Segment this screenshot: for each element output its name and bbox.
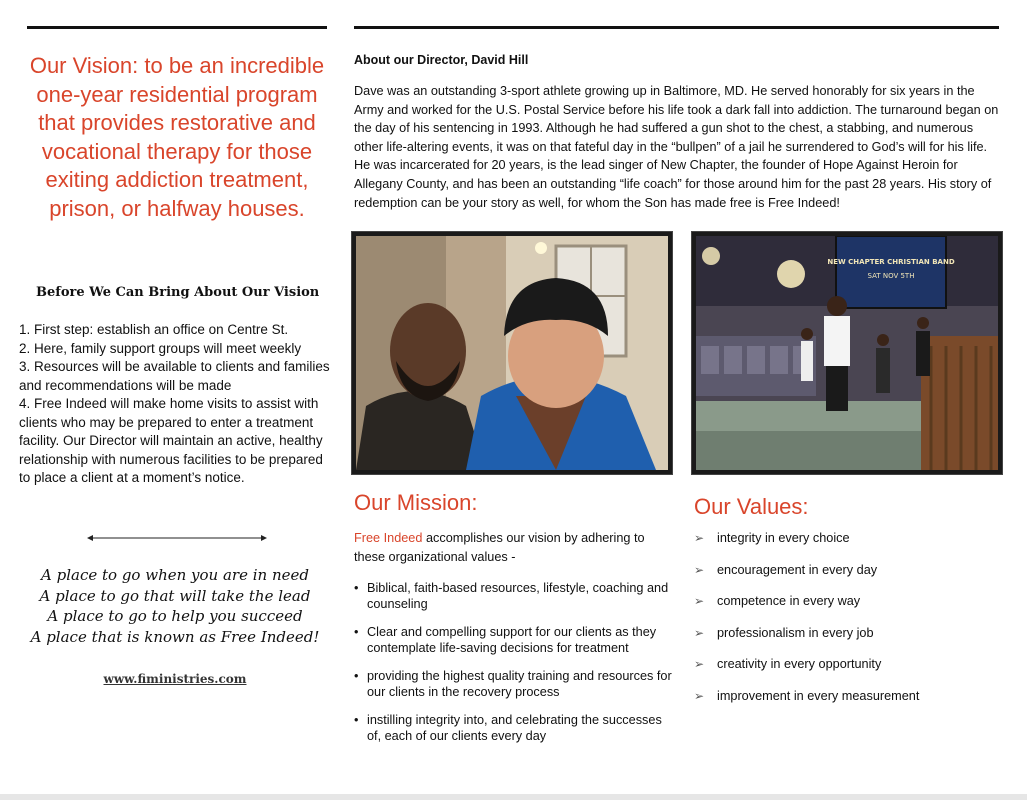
vision-statement: Our Vision: to be an incredible one-year residential program that provides restorative and vocational therapy for those exiting addiction treatment, prison, or halfway houses. [29,53,325,221]
mission-item: • Clear and compelling support for our clients as they contemplate life-saving decisions for treatment [354,625,674,656]
selfie-illustration [356,236,668,470]
right-top-rule [354,26,999,29]
values-list [694,531,994,721]
value-item [694,657,994,689]
double-arrow-divider [87,533,267,543]
poem-line: A place to go to help you succeed [47,607,303,625]
poem-line: A place to go when you are in need [41,566,309,584]
stage-illustration [696,236,998,470]
mission-intro [354,529,664,567]
value-item [694,626,994,658]
poem-line: A place that is known as Free Indeed! [30,627,320,646]
director-heading: About our Director, David Hill [354,53,529,67]
value-item [694,531,994,563]
value-text: encouragement in every day [717,562,878,577]
arrow-bullet-icon: ➢ [694,657,705,672]
arrow-bullet-icon: ➢ [694,625,705,640]
mission-item: • providing the highest quality training and resources for our clients in the recovery process [354,669,674,700]
arrow-bullet-icon: ➢ [694,562,705,577]
website-link[interactable]: www.fiministries.com [103,672,247,686]
step-item: 1. First step: establish an office on Centre St. [19,322,289,337]
mission-item: • instilling integrity into, and celebrating the successes of, each of our clients every day [354,713,674,744]
value-text: integrity in every choice [717,531,850,545]
arrow-bullet-icon: ➢ [694,531,705,545]
mission-list [354,581,674,757]
director-selfie-photo [352,232,672,474]
screen-text: NEW CHAPTER CHRISTIAN BAND [827,258,955,266]
screen-text: SAT NOV 5TH [867,272,915,280]
mission-heading: Our Mission: [354,490,478,515]
arrow-bullet-icon: ➢ [694,594,705,609]
value-text: competence in every way [717,594,861,609]
value-text: creativity in every opportunity [717,657,882,672]
left-top-rule [27,26,327,29]
arrow-bullet-icon: ➢ [694,688,705,703]
value-item [694,594,994,626]
bottom-bar [0,794,1027,800]
value-text: improvement in every measurement [717,688,920,703]
mission-item: • Biblical, faith-based resources, lifestyle, coaching and counseling [354,581,674,612]
director-bio: Dave was an outstanding 3-sport athlete growing up in Baltimore, MD. He served honorably for six years in the Army and worked for the U.S. Postal Service before his life took a dark fall into addiction. The turnaround began on the day of his sentencing in 1993. Although he had suffered a gun shot to the chest, a stabbing, and numerous other life-altering events, it was on that fateful day in the “bullpen” of a jail he surrendered to God’s will for his life. He was incarcerated for 20 years, is the lead singer of New Chapter, the founder of Hope Against Heroin for Allegany County, and has been an outstanding “life coach” for those around him for the past 28 years. His story of redemption can be your story as well, for whom the Son has made free is Free Indeed! [354,84,999,210]
mission-intro-accent: Free Indeed [354,531,423,545]
band-stage-photo [692,232,1002,474]
value-item [694,563,994,595]
before-vision-heading: Before We Can Bring About Our Vision [36,285,320,300]
mission-intro-text: accomplishes our vision by adhering to these organizational values - [354,531,645,564]
steps-list [19,321,331,488]
step-item: 4. Free Indeed will make home visits to assist with clients who may be prepared to enter a treatment facility. Our Director will maintain an active, healthy relationship with numerous facilities to be prepared to place a client at a moment’s notice. [19,396,323,485]
step-item: 2. Here, family support groups will meet weekly [19,340,302,356]
step-item: 3. Resources will be available to clients and families and recommendations will be made [19,359,330,393]
value-item [694,689,994,721]
poem [20,565,330,647]
value-text: professionalism in every job [717,625,874,640]
values-heading: Our Values: [694,494,809,519]
poem-line: A place to go that will take the lead [39,586,311,605]
